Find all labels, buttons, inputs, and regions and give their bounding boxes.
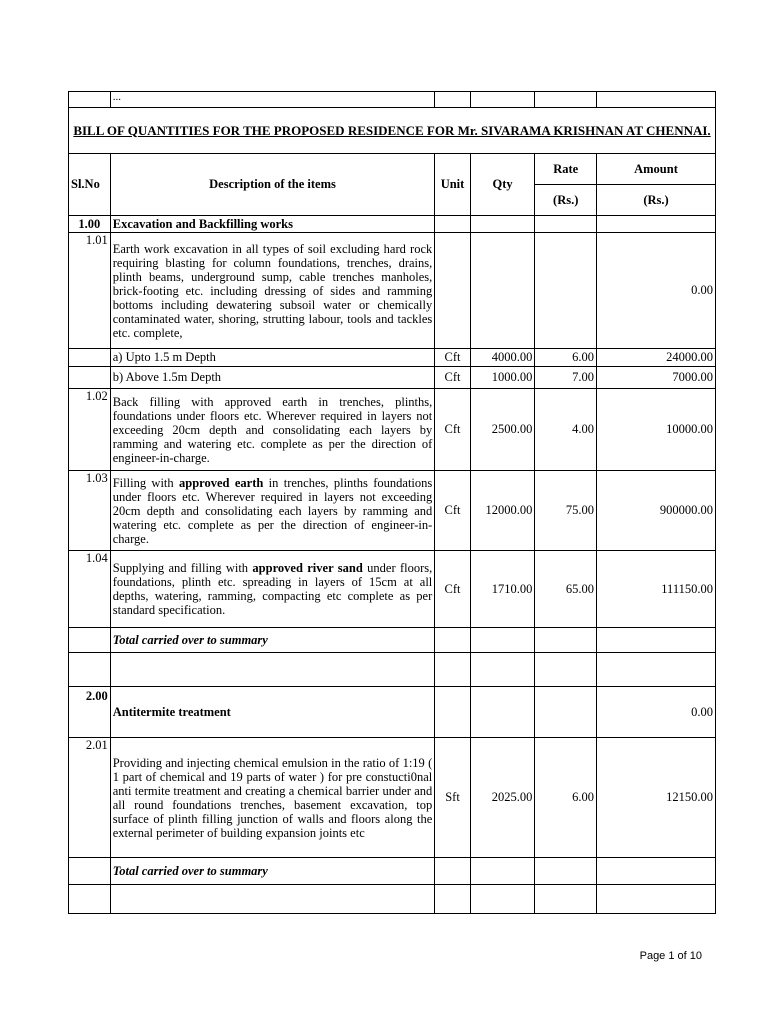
item-description: Earth work excavation in all types of soil excluding hard rock requiring blasting for column foundations, trenches, drains, plinth beams, underground sump, cable trenches manholes, brick-footing etc. including dressing of sides and ramming bottoms including dewatering subsoil water or chemically contaminated water, shoring, strutting labour, tools and tackles etc. complete, xyxy=(110,233,435,349)
spacer-row xyxy=(69,653,716,687)
header-row-1 xyxy=(69,154,716,185)
item-amount: 900000.00 xyxy=(596,471,715,551)
total-label: Total carried over to summary xyxy=(110,858,435,885)
item-rate: 6.00 xyxy=(535,738,597,858)
boq-table xyxy=(68,91,716,914)
header-unit: Unit xyxy=(435,154,470,216)
section-row xyxy=(69,687,716,738)
section-title: Antitermite treatment xyxy=(110,687,435,738)
item-unit: Cft xyxy=(435,389,470,471)
total-row xyxy=(69,858,716,885)
section-row xyxy=(69,216,716,233)
item-rate: 6.00 xyxy=(535,349,597,367)
page-number: Page 1 of 10 xyxy=(639,950,702,962)
item-amount: 12150.00 xyxy=(596,738,715,858)
item-description: Providing and injecting chemical emulsion in the ratio of 1:19 ( 1 part of chemical and 19 parts of water ) for pre constucti0nal anti termite treatment and creating a chemical barrier under and all round foundations trenches, basement excavation, top surface of plinth filling junction of walls and floors along the external perimeter of building expansion joints etc xyxy=(110,738,435,858)
item-number: 1.04 xyxy=(69,551,111,628)
item-qty: 1710.00 xyxy=(470,551,535,628)
total-label: Total carried over to summary xyxy=(110,628,435,653)
item-qty: 1000.00 xyxy=(470,367,535,389)
header-amount-unit: (Rs.) xyxy=(596,185,715,216)
item-description-pre: Filling with xyxy=(112,475,180,490)
item-description: Back filling with approved earth in trenches, plinths, foundations under floors etc. Wherever required in layers not exceeding 20cm depth and consolidating each layers by ramming and watering etc. complete as per the direction of engineer-in-charge. xyxy=(110,389,435,471)
item-amount: 7000.00 xyxy=(596,367,715,389)
table-row xyxy=(69,233,716,349)
header-description: Description of the items xyxy=(110,154,435,216)
table-row xyxy=(69,738,716,858)
section-number: 2.00 xyxy=(69,687,111,738)
item-qty: 4000.00 xyxy=(470,349,535,367)
item-qty: 2025.00 xyxy=(470,738,535,858)
item-amount: 0.00 xyxy=(596,233,715,349)
item-rate: 75.00 xyxy=(535,471,597,551)
item-description-bold: approved river sand xyxy=(252,561,363,575)
header-amount: Amount xyxy=(596,154,715,185)
table-row-top xyxy=(69,92,716,108)
item-number: 1.02 xyxy=(69,389,111,471)
item-description-post: in trenches, plinths foundations under floors etc. Wherever required in layers not exceeding 20cm depth and consolidating each layers by ramming and watering etc. complete as per the direction of engineer-in-charge. xyxy=(112,475,433,546)
item-number: 2.01 xyxy=(69,738,111,858)
header-rate: Rate xyxy=(535,154,597,185)
item-unit: Cft xyxy=(435,471,470,551)
table-row xyxy=(69,471,716,551)
item-description-post: under floors, foundations, plinth etc. spreading in layers of 15cm at all depths, watering, ramming, compacting etc complete as per standard specification. xyxy=(112,561,433,617)
item-description-bold: approved earth xyxy=(179,475,264,490)
item-qty: 12000.00 xyxy=(470,471,535,551)
section-amount: 0.00 xyxy=(596,687,715,738)
table-row xyxy=(69,349,716,367)
item-amount: 24000.00 xyxy=(596,349,715,367)
table-row xyxy=(69,367,716,389)
item-rate: 7.00 xyxy=(535,367,597,389)
title-row xyxy=(69,108,716,154)
item-unit: Sft xyxy=(435,738,470,858)
item-description: a) Upto 1.5 m Depth xyxy=(110,349,435,367)
item-qty: 2500.00 xyxy=(470,389,535,471)
header-rate-unit: (Rs.) xyxy=(535,185,597,216)
table-row xyxy=(69,551,716,628)
ellipsis-cell: ... xyxy=(110,92,435,108)
header-qty: Qty xyxy=(470,154,535,216)
item-description: b) Above 1.5m Depth xyxy=(110,367,435,389)
item-number: 1.03 xyxy=(69,471,111,551)
item-rate: 4.00 xyxy=(535,389,597,471)
section-number: 1.00 xyxy=(69,216,111,233)
item-unit: Cft xyxy=(435,551,470,628)
header-sl-no: Sl.No xyxy=(69,154,111,216)
item-amount: 111150.00 xyxy=(596,551,715,628)
section-title: Excavation and Backfilling works xyxy=(110,216,435,233)
item-number: 1.01 xyxy=(69,233,111,349)
spacer-row xyxy=(69,885,716,914)
item-rate: 65.00 xyxy=(535,551,597,628)
document-title: BILL OF QUANTITIES FOR THE PROPOSED RESIDENCE FOR Mr. SIVARAMA KRISHNAN AT CHENNAI. xyxy=(69,108,716,154)
item-unit: Cft xyxy=(435,349,470,367)
item-description xyxy=(110,551,435,628)
table-row xyxy=(69,389,716,471)
item-description xyxy=(110,471,435,551)
total-row xyxy=(69,628,716,653)
item-amount: 10000.00 xyxy=(596,389,715,471)
item-unit: Cft xyxy=(435,367,470,389)
item-description-pre: Supplying and filling with xyxy=(112,561,253,575)
